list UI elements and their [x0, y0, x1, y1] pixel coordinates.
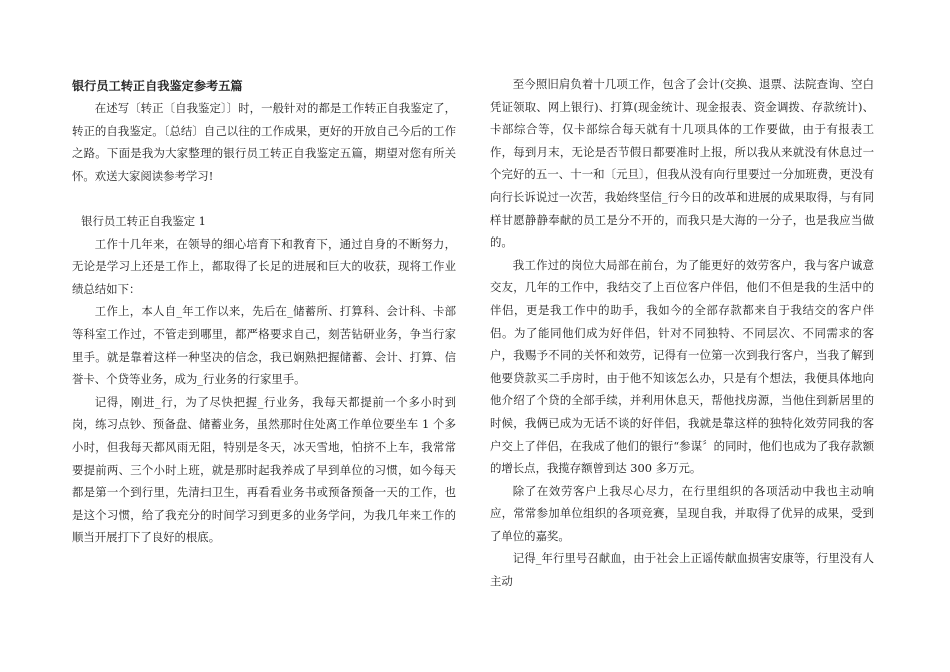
left-column — [72, 75, 456, 549]
body-paragraph: 记得_年行里号召献血，由于社会上正谣传献血损害安康等，行里没有人主动 — [490, 551, 874, 589]
body-paragraph: 工作十几年来，在领导的细心培育下和教育下，通过自身的不断努力，无论是学习上还是工作上，都取得了长足的进展和巨大的收获，现将工作业绩总结如下： — [72, 236, 456, 296]
body-paragraph: 工作上，本人自_年工作以来，先后在_储蓄所、打算科、会计科、卡部等科室工作过，不管走到哪里，都严格要求自己，刻苦钻研业务，争当行家里手。就是靠着这样一种坚决的信念，我已娴熟把握储蓄、会计、打算、信誉卡、个贷等业务，成为_行业务的行家里手。 — [72, 304, 456, 387]
intro-paragraph: 在述写〔转正〔自我鉴定〕〕时，一般针对的都是工作转正自我鉴定了，转正的自我鉴定。〔总结〕自己以往的工作成果，更好的开放自己今后的工作之路。下面是我为大家整理的银行员工转正自我鉴定五篇，期望对您有所关怀。欢送大家阅读参考学习! — [72, 101, 456, 183]
body-paragraph: 除了在效劳客户上我尽心尽力，在行里组织的各项活动中我也主动响应，常常参加单位组织的各项竞赛，呈现自我，并取得了优异的成果，受到了单位的嘉奖。 — [490, 483, 874, 543]
body-paragraph: 至今照旧肩负着十几项工作，包含了会计(交换、退票、法院查询、空白凭证领取、网上银行)、打算(现金统计、现金报表、资金调拨、存款统计)、卡部综合等，仅卡部综合每天就有十几项具体的工作要做，由于有报表工作，每到月末，无论是否节假日都要准时上报，所以我从来就没有休息过一个完好的五一、十一和〔元旦〕，但我从没有向行里要过一分加班费，更没有向行长诉说过一次苦，我始终坚信_行今日的改革和进展的成果取得，与有同样甘愿静静奉献的员工是分不开的，而我只是大海的一分子，也是我应当做的。 — [490, 77, 874, 250]
body-paragraph: 记得，刚进_行，为了尽快把握_行业务，我每天都提前一个多小时到岗，练习点钞、预备盘、储蓄业务，虽然那时住处离工作单位要坐车 1 个多小时，但我每天都风雨无阻，特别是冬天，冰天雪地，怕挤不上车，我常常要提前两、三个小时上班，就是那时起我养成了早到单位的习惯，如今每天都是第一个到行里，先清扫卫生，再看看业务书或预备预备一天的工作，也是这个习惯，给了我充分的时间学习到更多的业务学问，为我几年来工作的顺当开展打下了良好的根底。 — [72, 394, 456, 545]
right-column — [490, 73, 874, 593]
section-heading: 银行员工转正自我鉴定 1 — [81, 213, 206, 228]
body-paragraph: 我工作过的岗位大局部在前台，为了能更好的效劳客户，我与客户诚意交友，几年的工作中，我结交了上百位客户伴侣，他们不但是我的生活中的伴侣，更是我工作中的助手，我如今的全部存款都来自于我结交的客户伴侣。为了能同他们成为好伴侣，针对不同独特、不同层次、不同需求的客户，我赐予不同的关怀和效劳，记得有一位第一次到我行客户，当我了解到他要贷款买二手房时，由于他不知该怎么办，只是有个想法，我便具体地向他介绍了个贷的全部手续，并利用休息天，帮他找房源，当他住到新居里的时候，我俩已成为无话不谈的好伴侣，我就是靠这样的独特化效劳同我的客户交上了伴侣，在我成了他们的银行“参谋〞的同时，他们也成为了我存款额的增长点，我揽存额曾到达 300 多万元。 — [490, 257, 874, 476]
document-title: 银行员工转正自我鉴定参考五篇 — [72, 79, 243, 93]
